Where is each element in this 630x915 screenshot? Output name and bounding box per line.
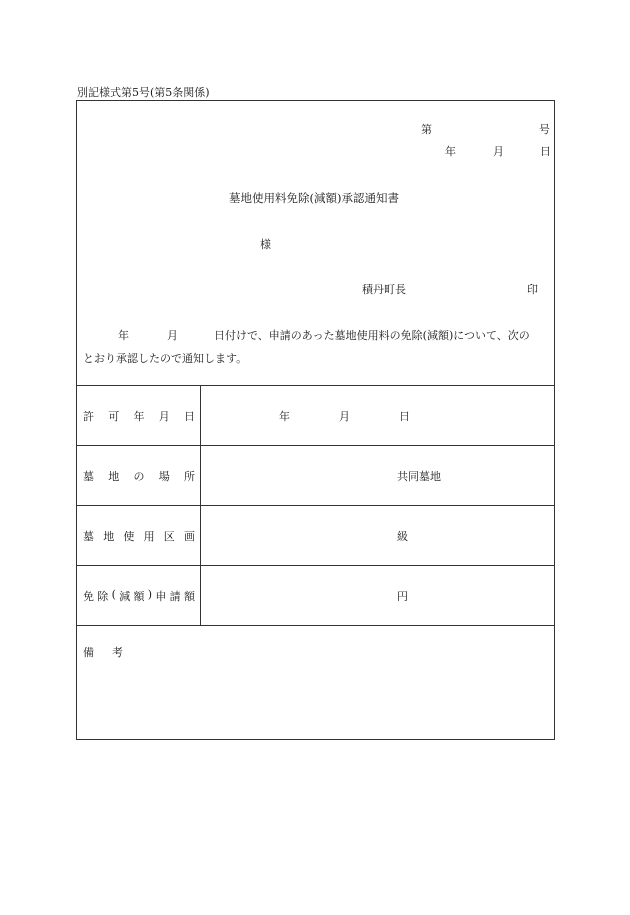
date-month-label: 月 [493,145,504,158]
cemetery-location-label [83,468,195,484]
cemetery-location-value: 共同墓地 [397,469,441,483]
date-day-label: 日 [540,145,551,158]
label-char: 所 [184,469,195,483]
permit-date-value-cell[interactable] [201,386,554,445]
body-month: 月 [167,329,178,342]
issuer-name: 積丹町長 [362,283,406,296]
cemetery-location-value-cell[interactable] [201,446,554,505]
permit-year-label: 年 [279,409,290,423]
label-char: 請 [169,589,181,603]
label-char: 減 [119,589,131,603]
label-char: 額 [183,589,195,603]
details-table [77,385,554,626]
label-char: 申 [155,589,167,603]
cemetery-plot-grade-label: 級 [397,529,408,543]
number-prefix: 第 [421,123,432,136]
label-char: 使 [123,529,135,543]
exemption-amount-label [83,588,195,604]
label-char: 可 [108,409,120,423]
table-row-exemption-amount [77,566,554,626]
label-char: 免 [83,589,94,603]
label-char: 月 [158,409,170,423]
label-char: 画 [183,529,195,543]
label-char: 年 [133,409,145,423]
row-label-cell [77,566,201,625]
exemption-amount-value-cell[interactable] [201,566,554,625]
label-char: 額 [133,589,145,603]
label-char: 墓 [83,469,94,483]
seal-mark: 印 [527,283,538,296]
table-row-cemetery-location [77,446,554,506]
number-suffix: 号 [539,123,550,136]
table-row-cemetery-plot [77,506,554,566]
yen-unit-label: 円 [397,589,408,603]
table-row-permit-date [77,386,554,446]
body-year: 年 [118,329,129,342]
cemetery-plot-value-cell[interactable] [201,506,554,565]
label-char: 用 [143,529,155,543]
label-char: 除 [97,589,109,603]
label-char: 場 [158,469,170,483]
row-label-cell [77,506,201,565]
label-char: ) [147,587,153,601]
date-year-label: 年 [445,145,456,158]
label-char: の [133,469,145,483]
label-char: 日 [184,409,195,423]
remarks-label [83,644,123,660]
row-label-cell [77,386,201,445]
body-line1-rest: 日付けで、申請のあった墓地使用料の免除(減額)について、次の [214,329,530,342]
label-char: 許 [83,409,94,423]
form-number-label: 別記様式第5号(第5条関係) [77,86,210,99]
label-char: 地 [108,469,120,483]
label-char: 考 [112,646,123,659]
notice-form [76,100,555,740]
cemetery-plot-label [83,528,195,544]
row-label-cell [77,446,201,505]
label-char: ( [111,587,116,601]
permit-day-label: 日 [399,409,410,423]
body-text-line-2: とおり承認したので通知します。 [83,352,248,365]
recipient-honorific: 様 [260,238,271,251]
permit-date-label [83,408,195,424]
label-char: 備 [83,646,94,659]
label-char: 墓 [83,529,94,543]
document-title: 墓地使用料免除(減額)承認通知書 [229,191,399,205]
label-char: 地 [103,529,115,543]
permit-month-label: 月 [339,409,350,423]
label-char: 区 [163,529,175,543]
